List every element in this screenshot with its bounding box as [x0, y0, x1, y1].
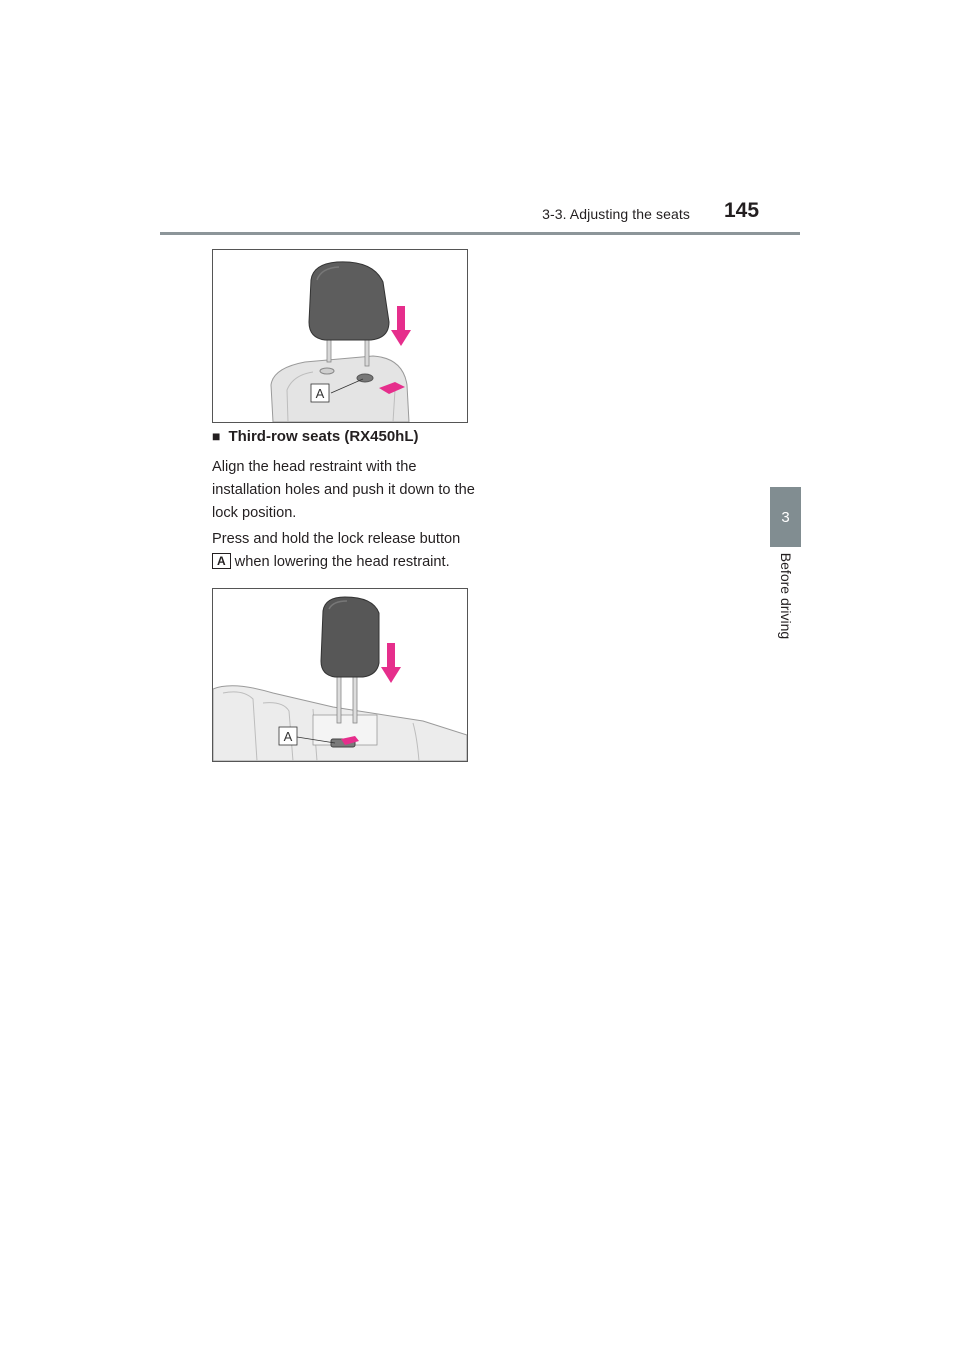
callout-label-a: A	[283, 729, 293, 744]
heading-text: Third-row seats (RX450hL)	[228, 428, 419, 445]
paragraph2-text-before: Press and hold the lock release button	[212, 531, 461, 547]
chapter-tab	[770, 487, 801, 547]
header-divider	[160, 232, 800, 235]
callout-label-a: A	[315, 386, 325, 401]
inline-callout-a: A	[212, 553, 231, 569]
head-restraint-illustration-2	[213, 589, 467, 761]
chapter-number: 3	[781, 508, 790, 526]
section-title: 3-3. Adjusting the seats	[542, 206, 690, 222]
heading-marker: ■	[212, 428, 221, 444]
paragraph2-text-after: when lowering the head restraint.	[234, 554, 450, 570]
section-heading	[212, 428, 419, 445]
page-number: 145	[724, 199, 760, 222]
head-restraint-figure-1	[212, 249, 468, 423]
instruction-paragraph-1: Align the head restraint with the installation holes and push it down to the lock position.	[212, 459, 475, 521]
instruction-paragraph-2	[212, 528, 482, 574]
head-restraint-figure-2	[212, 588, 468, 762]
chapter-title: Before driving	[778, 552, 794, 640]
head-restraint-illustration-1	[213, 250, 467, 422]
